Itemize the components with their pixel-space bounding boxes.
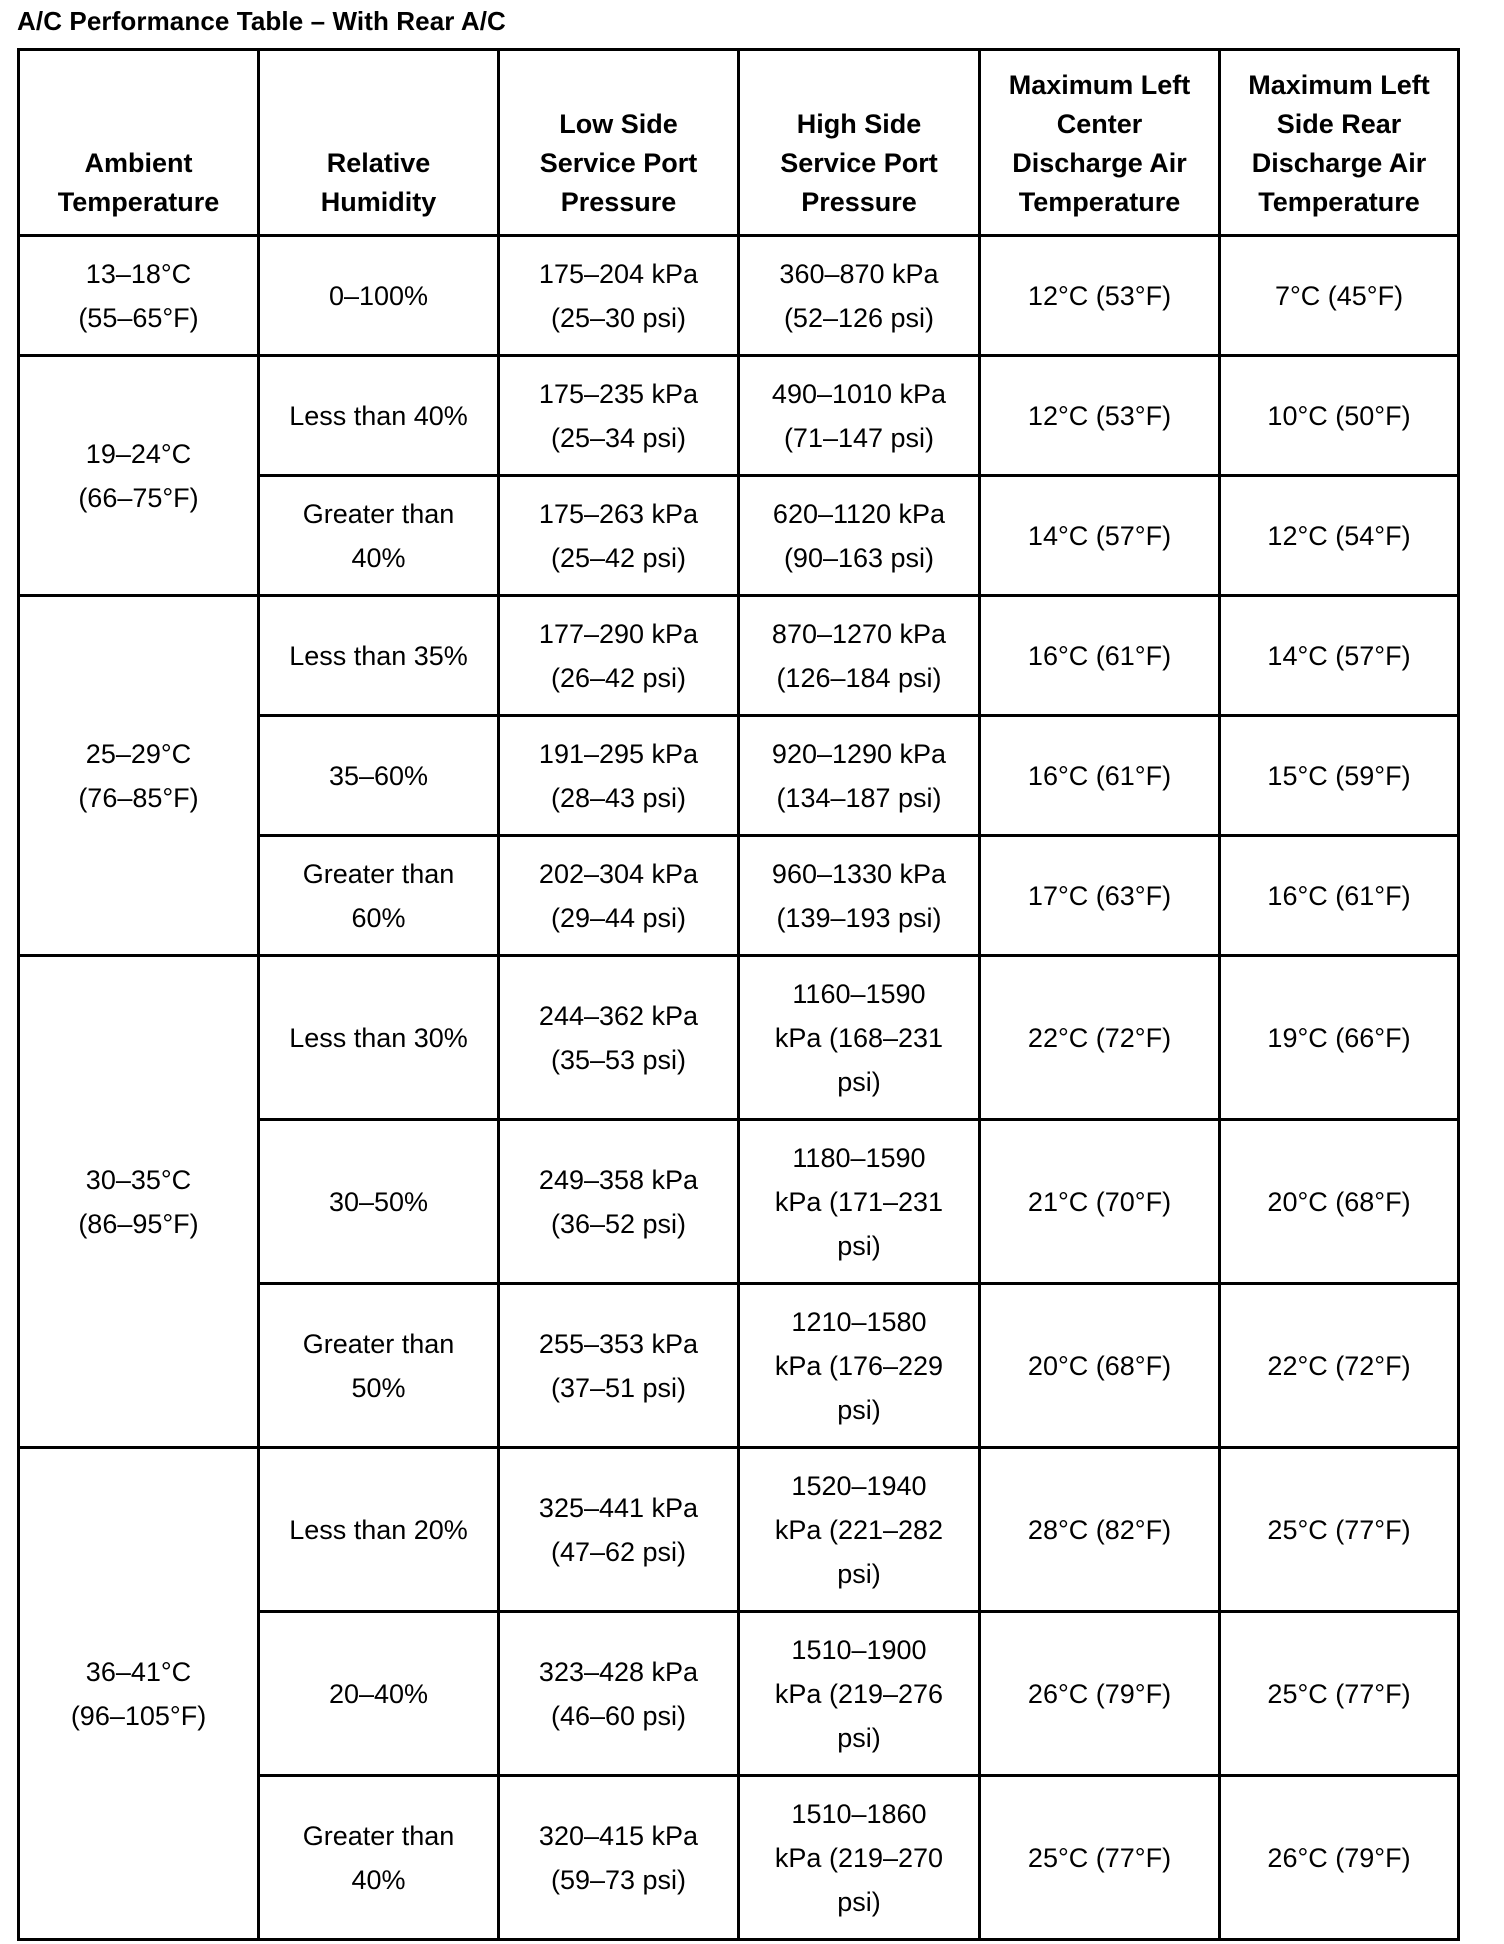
- high-side-pressure-cell-line: psi): [837, 1230, 881, 1261]
- low-side-pressure-cell-line: (36–52 psi): [550, 1208, 687, 1239]
- ambient-temperature-cell: [19, 956, 259, 1448]
- high-side-pressure-cell-line: (90–163 psi): [783, 542, 935, 573]
- relative-humidity-cell: [259, 836, 499, 956]
- high-side-pressure-cell-line: 360–870 kPa: [779, 258, 939, 289]
- left-center-discharge-temp-cell: 16°C (61°F): [980, 596, 1220, 716]
- high-side-pressure-cell-line: 1160–1590: [792, 978, 926, 1009]
- relative-humidity-cell: [259, 1612, 499, 1776]
- left-rear-discharge-temp-cell: 25°C (77°F): [1220, 1612, 1459, 1776]
- header-ambient-temperature: Ambient Temperature: [19, 50, 259, 236]
- relative-humidity-cell-line: Greater than: [302, 858, 455, 889]
- high-side-pressure-cell: [739, 1776, 980, 1940]
- relative-humidity-cell-line: 60%: [351, 902, 406, 933]
- relative-humidity-cell: [259, 1284, 499, 1448]
- high-side-pressure-cell-line: (126–184 psi): [776, 662, 942, 693]
- high-side-pressure-cell-line: psi): [837, 1722, 881, 1753]
- ambient-temperature-cell: [19, 1448, 259, 1940]
- high-side-pressure-cell-line: 1510–1900: [791, 1634, 927, 1665]
- low-side-pressure-cell-line: (47–62 psi): [550, 1536, 687, 1567]
- relative-humidity-cell-line: Less than 40%: [289, 400, 468, 431]
- low-side-pressure-cell: [499, 716, 739, 836]
- table-row: [19, 1448, 1459, 1612]
- relative-humidity-cell-line: 0–100%: [328, 280, 429, 311]
- ambient-temperature-cell-line: (66–75°F): [78, 482, 199, 513]
- low-side-pressure-cell: [499, 836, 739, 956]
- high-side-pressure-cell-line: 1510–1860: [791, 1798, 927, 1829]
- high-side-pressure-cell-line: psi): [837, 1394, 881, 1425]
- left-rear-discharge-temp-cell: 20°C (68°F): [1220, 1120, 1459, 1284]
- low-side-pressure-cell-line: 177–290 kPa: [538, 618, 699, 649]
- table-row: [19, 236, 1459, 356]
- relative-humidity-cell: [259, 1776, 499, 1940]
- low-side-pressure-cell: [499, 1120, 739, 1284]
- header-left-rear-discharge-temp: Maximum Left Side Rear Discharge Air Temperature: [1220, 50, 1459, 236]
- high-side-pressure-cell: [739, 1284, 980, 1448]
- high-side-pressure-cell-line: 490–1010 kPa: [771, 378, 947, 409]
- ambient-temperature-cell: [19, 356, 259, 596]
- low-side-pressure-cell-line: 175–235 kPa: [538, 378, 699, 409]
- header-row: [19, 50, 1459, 236]
- left-center-discharge-temp-cell: 22°C (72°F): [980, 956, 1220, 1120]
- relative-humidity-cell-line: 35–60%: [328, 760, 429, 791]
- high-side-pressure-cell-line: psi): [837, 1886, 881, 1917]
- low-side-pressure-cell-line: 191–295 kPa: [538, 738, 699, 769]
- table-row: [19, 356, 1459, 476]
- high-side-pressure-cell-line: kPa (219–270: [774, 1842, 944, 1873]
- low-side-pressure-cell-line: 325–441 kPa: [538, 1492, 699, 1523]
- low-side-pressure-cell: [499, 1448, 739, 1612]
- left-rear-discharge-temp-cell: 22°C (72°F): [1220, 1284, 1459, 1448]
- high-side-pressure-cell-line: kPa (176–229: [774, 1350, 944, 1381]
- relative-humidity-cell: [259, 596, 499, 716]
- header-high-side-pressure: High Side Service Port Pressure: [739, 50, 980, 236]
- low-side-pressure-cell-line: (37–51 psi): [550, 1372, 687, 1403]
- relative-humidity-cell-line: Less than 30%: [289, 1022, 468, 1053]
- high-side-pressure-cell: [739, 956, 980, 1120]
- low-side-pressure-cell-line: 255–353 kPa: [538, 1328, 699, 1359]
- high-side-pressure-cell-line: 870–1270 kPa: [771, 618, 947, 649]
- low-side-pressure-cell-line: (25–30 psi): [550, 302, 687, 333]
- header-relative-humidity: Relative Humidity: [259, 50, 499, 236]
- low-side-pressure-cell-line: 175–204 kPa: [538, 258, 699, 289]
- left-center-discharge-temp-cell: 26°C (79°F): [980, 1612, 1220, 1776]
- low-side-pressure-cell: [499, 1284, 739, 1448]
- low-side-pressure-cell-line: (46–60 psi): [550, 1700, 687, 1731]
- ambient-temperature-cell-line: (96–105°F): [70, 1700, 207, 1731]
- relative-humidity-cell: [259, 716, 499, 836]
- relative-humidity-cell-line: Greater than: [302, 1328, 455, 1359]
- page-title: A/C Performance Table – With Rear A/C: [17, 6, 506, 36]
- low-side-pressure-cell-line: (35–53 psi): [550, 1044, 687, 1075]
- high-side-pressure-cell-line: 1180–1590: [792, 1142, 926, 1173]
- high-side-pressure-cell-line: 960–1330 kPa: [771, 858, 947, 889]
- low-side-pressure-cell: [499, 476, 739, 596]
- ambient-temperature-cell-line: (86–95°F): [78, 1208, 199, 1239]
- relative-humidity-cell-line: Greater than: [302, 1820, 455, 1851]
- left-rear-discharge-temp-cell: 14°C (57°F): [1220, 596, 1459, 716]
- high-side-pressure-cell-line: psi): [837, 1558, 881, 1589]
- low-side-pressure-cell-line: 244–362 kPa: [538, 1000, 699, 1031]
- left-center-discharge-temp-cell: 12°C (53°F): [980, 356, 1220, 476]
- low-side-pressure-cell-line: (29–44 psi): [550, 902, 687, 933]
- ambient-temperature-cell-line: 25–29°C: [85, 738, 192, 769]
- ambient-temperature-cell-line: (55–65°F): [78, 302, 199, 333]
- ambient-temperature-cell: [19, 236, 259, 356]
- left-rear-discharge-temp-cell: 19°C (66°F): [1220, 956, 1459, 1120]
- left-rear-discharge-temp-cell: 7°C (45°F): [1220, 236, 1459, 356]
- high-side-pressure-cell-line: 1210–1580: [791, 1306, 927, 1337]
- relative-humidity-cell: [259, 476, 499, 596]
- relative-humidity-cell: [259, 356, 499, 476]
- low-side-pressure-cell: [499, 596, 739, 716]
- relative-humidity-cell-line: Greater than: [302, 498, 455, 529]
- table-body: [19, 236, 1459, 1940]
- relative-humidity-cell: [259, 956, 499, 1120]
- high-side-pressure-cell-line: (139–193 psi): [776, 902, 942, 933]
- low-side-pressure-cell: [499, 1612, 739, 1776]
- ambient-temperature-cell-line: 19–24°C: [85, 438, 192, 469]
- relative-humidity-cell-line: 30–50%: [328, 1186, 429, 1217]
- relative-humidity-cell-line: 50%: [351, 1372, 406, 1403]
- left-center-discharge-temp-cell: 14°C (57°F): [980, 476, 1220, 596]
- low-side-pressure-cell: [499, 356, 739, 476]
- high-side-pressure-cell: [739, 596, 980, 716]
- left-center-discharge-temp-cell: 28°C (82°F): [980, 1448, 1220, 1612]
- ambient-temperature-cell-line: (76–85°F): [78, 782, 199, 813]
- relative-humidity-cell-line: 20–40%: [328, 1678, 429, 1709]
- high-side-pressure-cell: [739, 716, 980, 836]
- low-side-pressure-cell: [499, 1776, 739, 1940]
- left-rear-discharge-temp-cell: 26°C (79°F): [1220, 1776, 1459, 1940]
- low-side-pressure-cell-line: (26–42 psi): [550, 662, 687, 693]
- left-rear-discharge-temp-cell: 25°C (77°F): [1220, 1448, 1459, 1612]
- ambient-temperature-cell-line: 30–35°C: [85, 1164, 192, 1195]
- relative-humidity-cell-line: 40%: [351, 1864, 406, 1895]
- ambient-temperature-cell-line: 36–41°C: [85, 1656, 192, 1687]
- high-side-pressure-cell-line: 620–1120 kPa: [772, 498, 946, 529]
- low-side-pressure-cell-line: 202–304 kPa: [538, 858, 699, 889]
- ac-performance-table: [17, 48, 1460, 1941]
- left-center-discharge-temp-cell: 20°C (68°F): [980, 1284, 1220, 1448]
- high-side-pressure-cell: [739, 1120, 980, 1284]
- left-center-discharge-temp-cell: 12°C (53°F): [980, 236, 1220, 356]
- header-low-side-pressure: Low Side Service Port Pressure: [499, 50, 739, 236]
- left-center-discharge-temp-cell: 17°C (63°F): [980, 836, 1220, 956]
- ambient-temperature-cell: [19, 596, 259, 956]
- relative-humidity-cell: [259, 1448, 499, 1612]
- table-row: [19, 596, 1459, 716]
- relative-humidity-cell-line: Less than 35%: [289, 640, 468, 671]
- left-rear-discharge-temp-cell: 16°C (61°F): [1220, 836, 1459, 956]
- high-side-pressure-cell: [739, 476, 980, 596]
- low-side-pressure-cell-line: (59–73 psi): [550, 1864, 687, 1895]
- relative-humidity-cell-line: 40%: [351, 542, 406, 573]
- high-side-pressure-cell: [739, 356, 980, 476]
- high-side-pressure-cell-line: 920–1290 kPa: [771, 738, 947, 769]
- low-side-pressure-cell-line: 249–358 kPa: [538, 1164, 699, 1195]
- high-side-pressure-cell-line: 1520–1940: [791, 1470, 927, 1501]
- relative-humidity-cell-line: Less than 20%: [289, 1514, 468, 1545]
- low-side-pressure-cell-line: 175–263 kPa: [538, 498, 699, 529]
- high-side-pressure-cell: [739, 836, 980, 956]
- left-rear-discharge-temp-cell: 12°C (54°F): [1220, 476, 1459, 596]
- low-side-pressure-cell-line: 323–428 kPa: [538, 1656, 699, 1687]
- left-rear-discharge-temp-cell: 10°C (50°F): [1220, 356, 1459, 476]
- high-side-pressure-cell-line: (52–126 psi): [783, 302, 935, 333]
- high-side-pressure-cell-line: (71–147 psi): [783, 422, 935, 453]
- ambient-temperature-cell-line: 13–18°C: [85, 258, 192, 289]
- low-side-pressure-cell-line: (25–42 psi): [550, 542, 687, 573]
- header-left-center-discharge-temp: Maximum Left Center Discharge Air Temperature: [980, 50, 1220, 236]
- relative-humidity-cell: [259, 1120, 499, 1284]
- low-side-pressure-cell: [499, 236, 739, 356]
- table-row: [19, 956, 1459, 1120]
- left-center-discharge-temp-cell: 25°C (77°F): [980, 1776, 1220, 1940]
- high-side-pressure-cell: [739, 236, 980, 356]
- high-side-pressure-cell: [739, 1612, 980, 1776]
- high-side-pressure-cell-line: kPa (171–231: [774, 1186, 944, 1217]
- high-side-pressure-cell: [739, 1448, 980, 1612]
- left-center-discharge-temp-cell: 16°C (61°F): [980, 716, 1220, 836]
- left-center-discharge-temp-cell: 21°C (70°F): [980, 1120, 1220, 1284]
- left-rear-discharge-temp-cell: 15°C (59°F): [1220, 716, 1459, 836]
- high-side-pressure-cell-line: kPa (219–276: [774, 1678, 944, 1709]
- high-side-pressure-cell-line: (134–187 psi): [776, 782, 942, 813]
- high-side-pressure-cell-line: kPa (221–282: [774, 1514, 944, 1545]
- high-side-pressure-cell-line: psi): [837, 1066, 881, 1097]
- high-side-pressure-cell-line: kPa (168–231: [774, 1022, 944, 1053]
- low-side-pressure-cell-line: (25–34 psi): [550, 422, 687, 453]
- low-side-pressure-cell-line: (28–43 psi): [550, 782, 687, 813]
- relative-humidity-cell: [259, 236, 499, 356]
- low-side-pressure-cell: [499, 956, 739, 1120]
- low-side-pressure-cell-line: 320–415 kPa: [538, 1820, 699, 1851]
